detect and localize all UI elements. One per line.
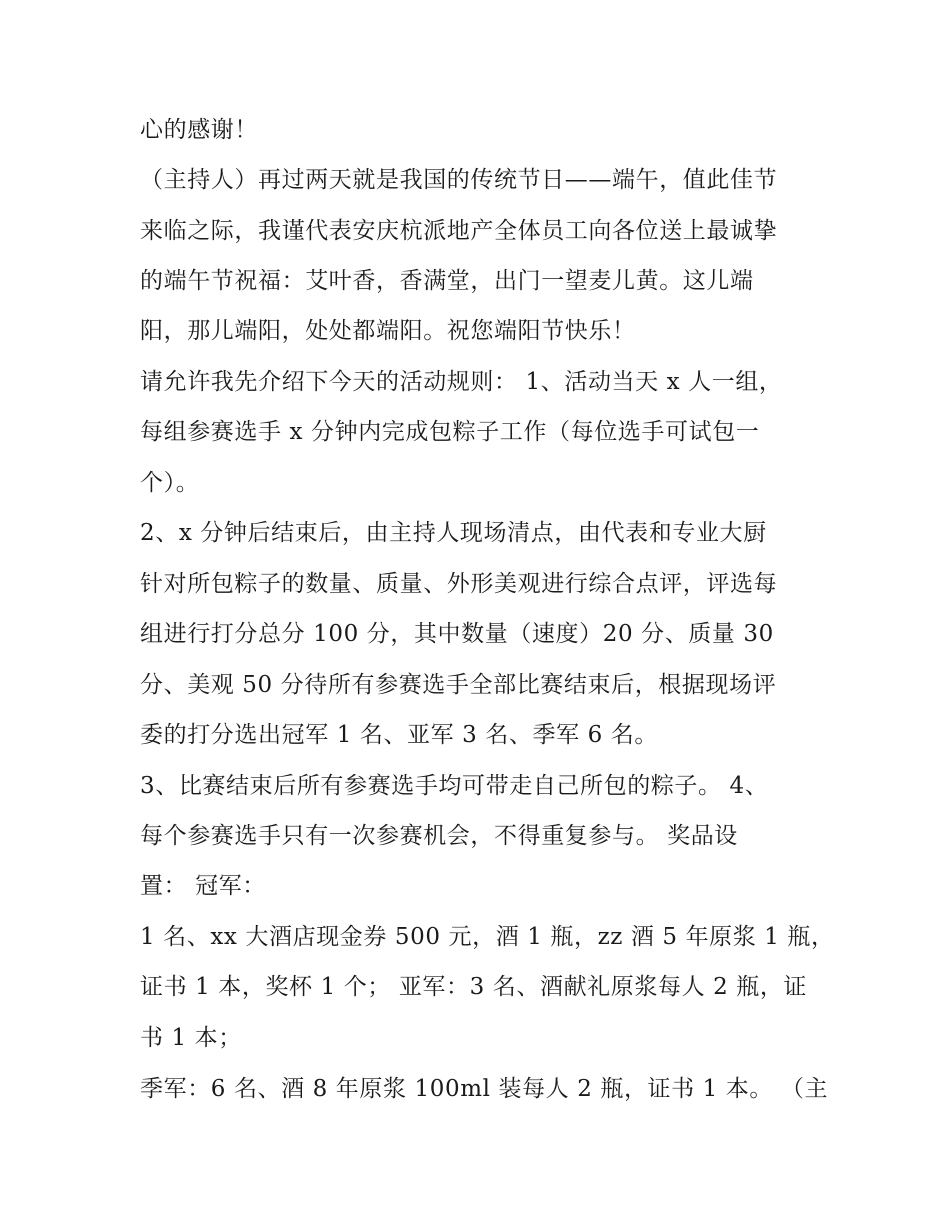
text-line-19: 书 1 本； bbox=[140, 1025, 242, 1051]
text-line-9: 2、x 分钟后结束后，由主持人现场清点，由代表和专业大厨 bbox=[140, 520, 767, 546]
text-line-14: 3、比赛结束后所有参赛选手均可带走自己所包的粽子。 4、 bbox=[140, 773, 769, 799]
text-line-6: 请允许我先介绍下今天的活动规则： 1、活动当天 x 人一组， bbox=[140, 369, 783, 395]
text-line-7: 每组参赛选手 x 分钟内完成包粽子工作（每位选手可试包一 bbox=[140, 419, 760, 445]
text-line-2: （主持人）再过两天就是我国的传统节日——端午，值此佳节 bbox=[140, 167, 778, 193]
text-line-18: 证书 1 本，奖杯 1 个； 亚军：3 名、酒献礼原浆每人 2 瓶，证 bbox=[140, 974, 808, 1000]
text-line-10: 针对所包粽子的数量、质量、外形美观进行综合点评，评选每 bbox=[140, 571, 778, 597]
text-line-20: 季军：6 名、酒 8 年原浆 100ml 装每人 2 瓶，证书 1 本。 （主 bbox=[140, 1076, 829, 1102]
text-line-16: 置： 冠军： bbox=[140, 873, 266, 899]
text-line-3: 来临之际，我谨代表安庆杭派地产全体员工向各位送上最诚挚 bbox=[140, 218, 778, 244]
text-line-15: 每个参赛选手只有一次参赛机会，不得重复参与。 奖品设 bbox=[140, 823, 738, 849]
text-line-17: 1 名、xx 大酒店现金券 500 元，酒 1 瓶，zz 酒 5 年原浆 1 瓶， bbox=[140, 924, 835, 950]
text-line-8: 个）。 bbox=[140, 470, 200, 496]
text-line-11: 组进行打分总分 100 分，其中数量（速度）20 分、质量 30 bbox=[140, 621, 774, 647]
text-line-5: 阳，那儿端阳，处处都端阳。祝您端阳节快乐！ bbox=[140, 318, 636, 344]
text-line-1: 心的感谢！ bbox=[140, 117, 258, 143]
text-line-4: 的端午节祝福：艾叶香，香满堂，出门一望麦儿黄。这儿端 bbox=[140, 268, 754, 294]
text-line-12: 分、美观 50 分待所有参赛选手全部比赛结束后，根据现场评 bbox=[140, 672, 777, 698]
text-line-13: 委的打分选出冠军 1 名、亚军 3 名、季军 6 名。 bbox=[140, 722, 658, 748]
